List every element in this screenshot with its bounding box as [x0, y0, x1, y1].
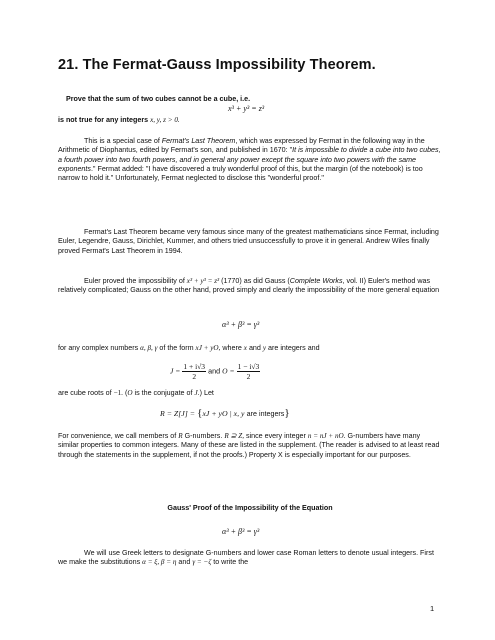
paragraph-substitution: [58, 549, 442, 568]
complex-line: [58, 344, 442, 353]
para1-segment: ." Fermat added: "I have discovered a truly wonderful proof of this, but the margin (of the notebook) is too narrow to hold it." Unfortunately, Fermat neglected to disclose this "wonderful proof.": [58, 164, 423, 183]
gnum-eq: n = nJ + nO.: [307, 432, 346, 440]
gnum-text-a: For convenience, we call members of: [58, 432, 177, 440]
page-number: 1: [430, 604, 435, 613]
gnum-r: R: [178, 432, 183, 440]
complex-and: and: [248, 344, 261, 352]
subst-eq1: α = ξ, β = η: [142, 558, 177, 567]
o-denominator: 2: [246, 372, 251, 381]
paragraph-euler: [58, 277, 442, 296]
j-numerator: 1 + i√3: [183, 362, 206, 371]
complex-text-c: where: [222, 344, 242, 352]
euler-text-a: Euler proved the impossibility of: [84, 277, 185, 285]
o-fraction: [237, 362, 261, 381]
complete-works: Complete Works: [289, 277, 343, 285]
roots-line: [58, 389, 442, 398]
r-set: xJ + yO | x, y: [202, 409, 245, 418]
equation-cubes: x³ + y³ = z³: [228, 104, 265, 113]
not-true-text: is not true for any integers: [58, 116, 149, 124]
subst-and: and: [178, 558, 191, 567]
complex-form: xJ + yO,: [195, 344, 221, 352]
paragraph-fermat: [58, 137, 442, 183]
r-lhs: R = Z[J] =: [160, 409, 195, 418]
equation-greek: α³ + β³ = γ³: [222, 320, 260, 329]
var-x: x: [243, 344, 247, 352]
paragraph-famous: Fermat's Last Theorem became very famous since many of the greatest mathematicians since Fermat, including Euler, Legendre, Gauss, Dirichlet, Kummer, and others tried unsuccessfully to prove it in general. Andrew Wiles finally proved Fermat's Last Theorem in 1994.: [58, 228, 439, 255]
para1-segment: It is impossible to divide a cube into two cubes, a fourth power into two fourth powers, and in general any power except the square into two powers with the same exponents: [58, 146, 441, 173]
o-lhs: O =: [222, 366, 235, 376]
gnum-text-b: G-numbers.: [184, 432, 223, 440]
subst-eq2: γ = −ζ: [192, 558, 212, 567]
roots-text-b: (: [124, 389, 128, 397]
j-and: and: [208, 367, 221, 376]
o-numerator: 1 − i√3: [237, 362, 260, 371]
not-true-line: [58, 116, 442, 125]
roots-text-a: are cube roots of: [58, 389, 112, 397]
euler-text-b: (1770) as did Gauss (: [221, 277, 290, 285]
complex-text-d: are integers and: [268, 344, 320, 352]
gnum-rz: R ⊇ Z,: [224, 432, 244, 440]
not-true-vars: x, y, z > 0.: [150, 116, 180, 124]
j-lhs: J =: [170, 366, 181, 376]
euler-equation: x³ + y³ = z³: [186, 277, 220, 285]
roots-neg1: −1.: [113, 389, 123, 397]
subst-text-b: to write the: [213, 558, 249, 567]
section-title: Gauss' Proof of the Impossibility of the Equation: [167, 504, 333, 512]
euler-text-c: , vol. II) Euler's method was relatively complicated; Gauss on the other hand, proved simply and clearly the impossibility of the more general equation: [58, 277, 440, 295]
j-definition: [170, 362, 260, 381]
roots-text-d: .) Let: [197, 389, 214, 397]
j-denominator: 2: [192, 372, 197, 381]
r-tail: are integers: [246, 410, 285, 418]
complex-text-a: for any complex numbers: [58, 344, 139, 352]
gnum-text-c: since every integer: [245, 432, 306, 440]
para1-segment: This is a special case of: [84, 137, 162, 145]
complex-vars: α, β, γ: [140, 344, 158, 352]
complex-text-b: of the form: [159, 344, 194, 352]
page-title: 21. The Fermat-Gauss Impossibility Theorem.: [58, 57, 376, 73]
prove-line: Prove that the sum of two cubes cannot be a cube, i.e.: [66, 95, 251, 103]
para1-segment: , which was expressed by Fermat in the following way in the Arithmetic of Diophantus, edited by Fermat's son, and published in 1670: ": [58, 137, 425, 155]
gnum-text-d: G-numbers have many similar properties to common integers. Many of these are listed in the supplement. (The reader is advised to at least read through the statements in the supplement, if not the proofs.) Property X is especially important for our purposes.: [58, 432, 440, 459]
para1-segment: Fermat's Last Theorem: [161, 137, 236, 145]
roots-o: O: [127, 389, 133, 397]
paragraph-gnumbers: [58, 432, 442, 460]
roots-text-c: is the conjugate of: [134, 389, 193, 397]
subst-text-a: We will use Greek letters to designate G-numbers and lower case Roman letters to denote usual integers. First we make the substitutions: [58, 549, 434, 567]
r-definition: R = Z[J] = {xJ + yO | x, y are integers}: [160, 407, 290, 419]
equation-section: α³ + β³ = γ³: [222, 527, 260, 536]
var-y: y: [262, 344, 267, 352]
j-fraction: [182, 362, 206, 381]
roots-j: J: [194, 389, 198, 397]
